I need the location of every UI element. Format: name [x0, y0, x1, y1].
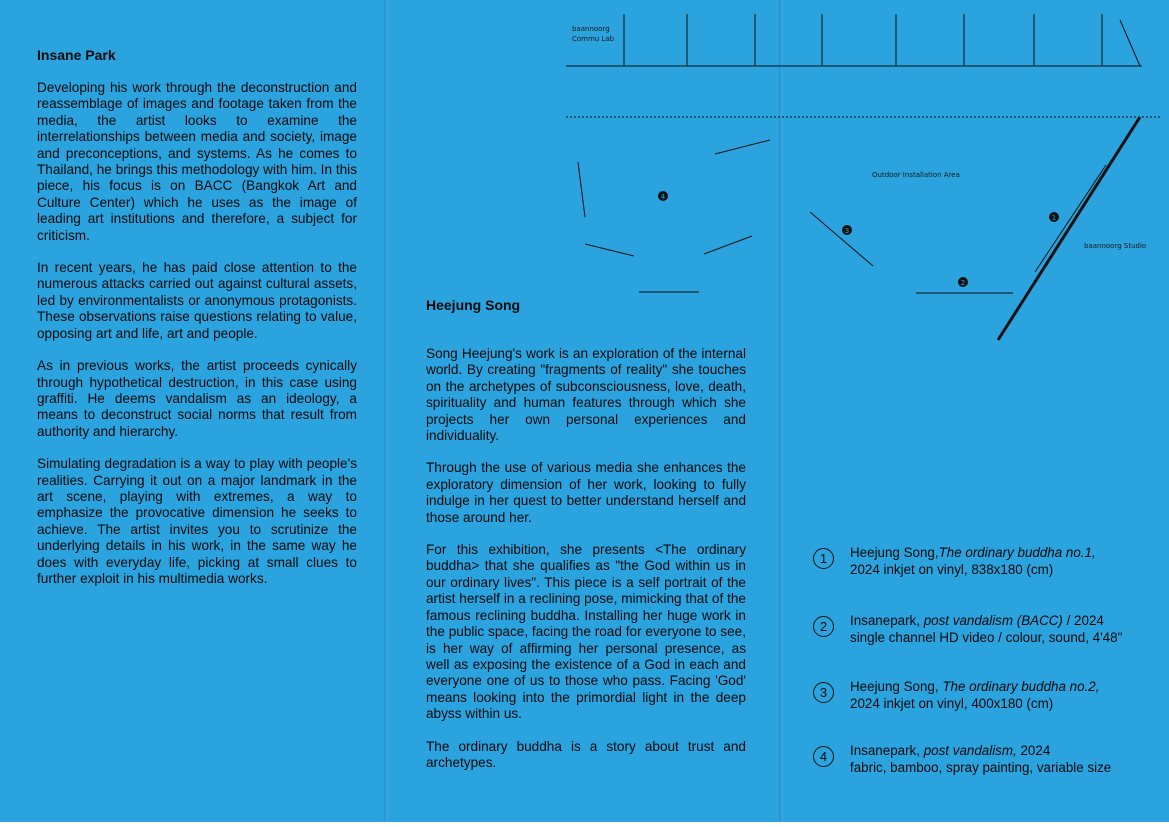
heejung-song-title: Heejung Song: [426, 297, 521, 313]
site-map: [560, 0, 1169, 360]
work-item-3-artist: Heejung Song,: [850, 679, 939, 694]
map-marker-2: [958, 277, 968, 287]
outdoor-installation-area-label: Outdoor Installation Area: [872, 171, 960, 179]
fold-line-left: [383, 0, 389, 822]
studio-wall-line: [998, 117, 1140, 340]
heejung-song-panel: [426, 296, 746, 787]
insane-park-paragraph-1: Developing his work through the deconstruction and reassemblage of images and footage taken from the media, the artist looks to examine the interrelationships between media and society, image and preconceptions, and systems. As he comes to Thailand, he brings this methodology with him. In this piece, his focus is on BACC (Bangkok Art and Culture Center) which he uses as the image of leading art institutions and therefore, a subject for criticism.: [37, 80, 357, 243]
installation-4-line: [585, 244, 634, 256]
site-map-drawing: [560, 0, 1169, 360]
number-2-icon: 2: [813, 616, 834, 637]
work-item-1-artist: Heejung Song,: [850, 545, 939, 560]
work-item-4-year: 2024: [1016, 743, 1051, 758]
number-4-icon: 4: [813, 746, 834, 767]
insane-park-paragraph-3: As in previous works, the artist proceeds cynically through hypothetical destruction, in this case using graffiti. He deems vandalism as an ideology, a means to deconstruct social norms that result from authority and hierarchy.: [37, 358, 357, 439]
svg-text:3: 3: [844, 227, 850, 235]
commu-lab-label-line-1: baannoorg: [572, 25, 610, 33]
map-marker-4: [658, 191, 668, 201]
building-end-slope: [1120, 20, 1140, 66]
installation-4-line: [715, 140, 770, 154]
work-item-2-details: single channel HD video / colour, sound, 4'48": [850, 629, 1123, 645]
commu-lab-label-line-2: Commu Lab: [572, 35, 615, 43]
heejung-song-paragraph-2: Through the use of various media she enhances the exploratory dimension of her work, looking to fully indulge in her quest to better understand herself and those around her.: [426, 460, 746, 525]
work-item-4-details: fabric, bamboo, spray painting, variable size: [850, 759, 1112, 775]
work-item-2-artist: Insanepark,: [850, 613, 920, 628]
work-item-2-text: [850, 613, 1150, 646]
work-item-1-title: The ordinary buddha no.1,: [938, 545, 1096, 560]
map-marker-1: [1049, 212, 1059, 222]
work-item-3-details: 2024 inkjet on vinyl, 400x180 (cm): [850, 695, 1054, 711]
work-item-2-title: post vandalism (BACC): [923, 613, 1063, 628]
insane-park-panel: [37, 46, 357, 603]
work-item-3-text: [850, 679, 1150, 712]
heejung-song-paragraph-1: Song Heejung's work is an exploration of the internal world. By creating "fragments of reality" she touches on the archetypes of subconsciousness, love, death, spirituality and human features through which she projects her own personal experiences and individuality.: [426, 346, 746, 444]
svg-text:4: 4: [660, 193, 666, 201]
number-1-icon: 1: [813, 548, 834, 569]
insane-park-paragraph-2: In recent years, he has paid close attention to the numerous attacks carried out against cultural assets, led by environmentalists or anonymous protagonists. These observations raise questions relating to value, opposing art and life, art and people.: [37, 260, 357, 341]
heejung-song-paragraph-4: The ordinary buddha is a story about trust and archetypes.: [426, 738, 746, 770]
work-item-1-text: [850, 545, 1150, 578]
commu-lab-label: [572, 24, 614, 44]
installation-4-line: [704, 236, 752, 254]
svg-text:1: 1: [1051, 214, 1057, 222]
work-item-1-details: 2024 inkjet on vinyl, 838x180 (cm): [850, 561, 1054, 577]
installation-4-line: [578, 162, 585, 217]
insane-park-paragraph-4: Simulating degradation is a way to play with people's realities. Carrying it out on a major landmark in the art scene, playing with extremes, a way to emphasize the provocative dimension he seeks to achieve. The artist invites you to scrutinize the underlying details in his work, in the same way he does with everyday life, picking at small clues to further exploit in his multimedia works.: [37, 456, 357, 586]
studio-label: baannoorg Studio: [1084, 242, 1147, 250]
work-item-4-text: [850, 743, 1150, 776]
installation-3-line: [810, 212, 873, 266]
number-3-icon: 3: [813, 682, 834, 703]
installation-1-line: [1035, 165, 1106, 272]
heejung-song-paragraph-3: For this exhibition, she presents <The ordinary buddha> that she qualifies as "the God within us in our ordinary lives". This piece is a self portrait of the artist herself in a reclining pose, mimicking that of the famous reclining buddha. Installing her huge work in the public space, facing the road for everyone to see, is her way of affirming her personal presence, as well as exposing the existence of a God in each and everyone one of us to those who pass. Facing 'God' means looking into the primordial light in the deep abyss within us.: [426, 542, 746, 722]
work-item-4-title: post vandalism,: [923, 743, 1017, 758]
svg-text:2: 2: [960, 279, 966, 287]
insane-park-title: Insane Park: [37, 47, 116, 63]
work-item-2-year: / 2024: [1062, 613, 1104, 628]
work-item-4-artist: Insanepark,: [850, 743, 920, 758]
work-item-3-title: The ordinary buddha no.2,: [942, 679, 1100, 694]
map-marker-3: [842, 225, 852, 235]
